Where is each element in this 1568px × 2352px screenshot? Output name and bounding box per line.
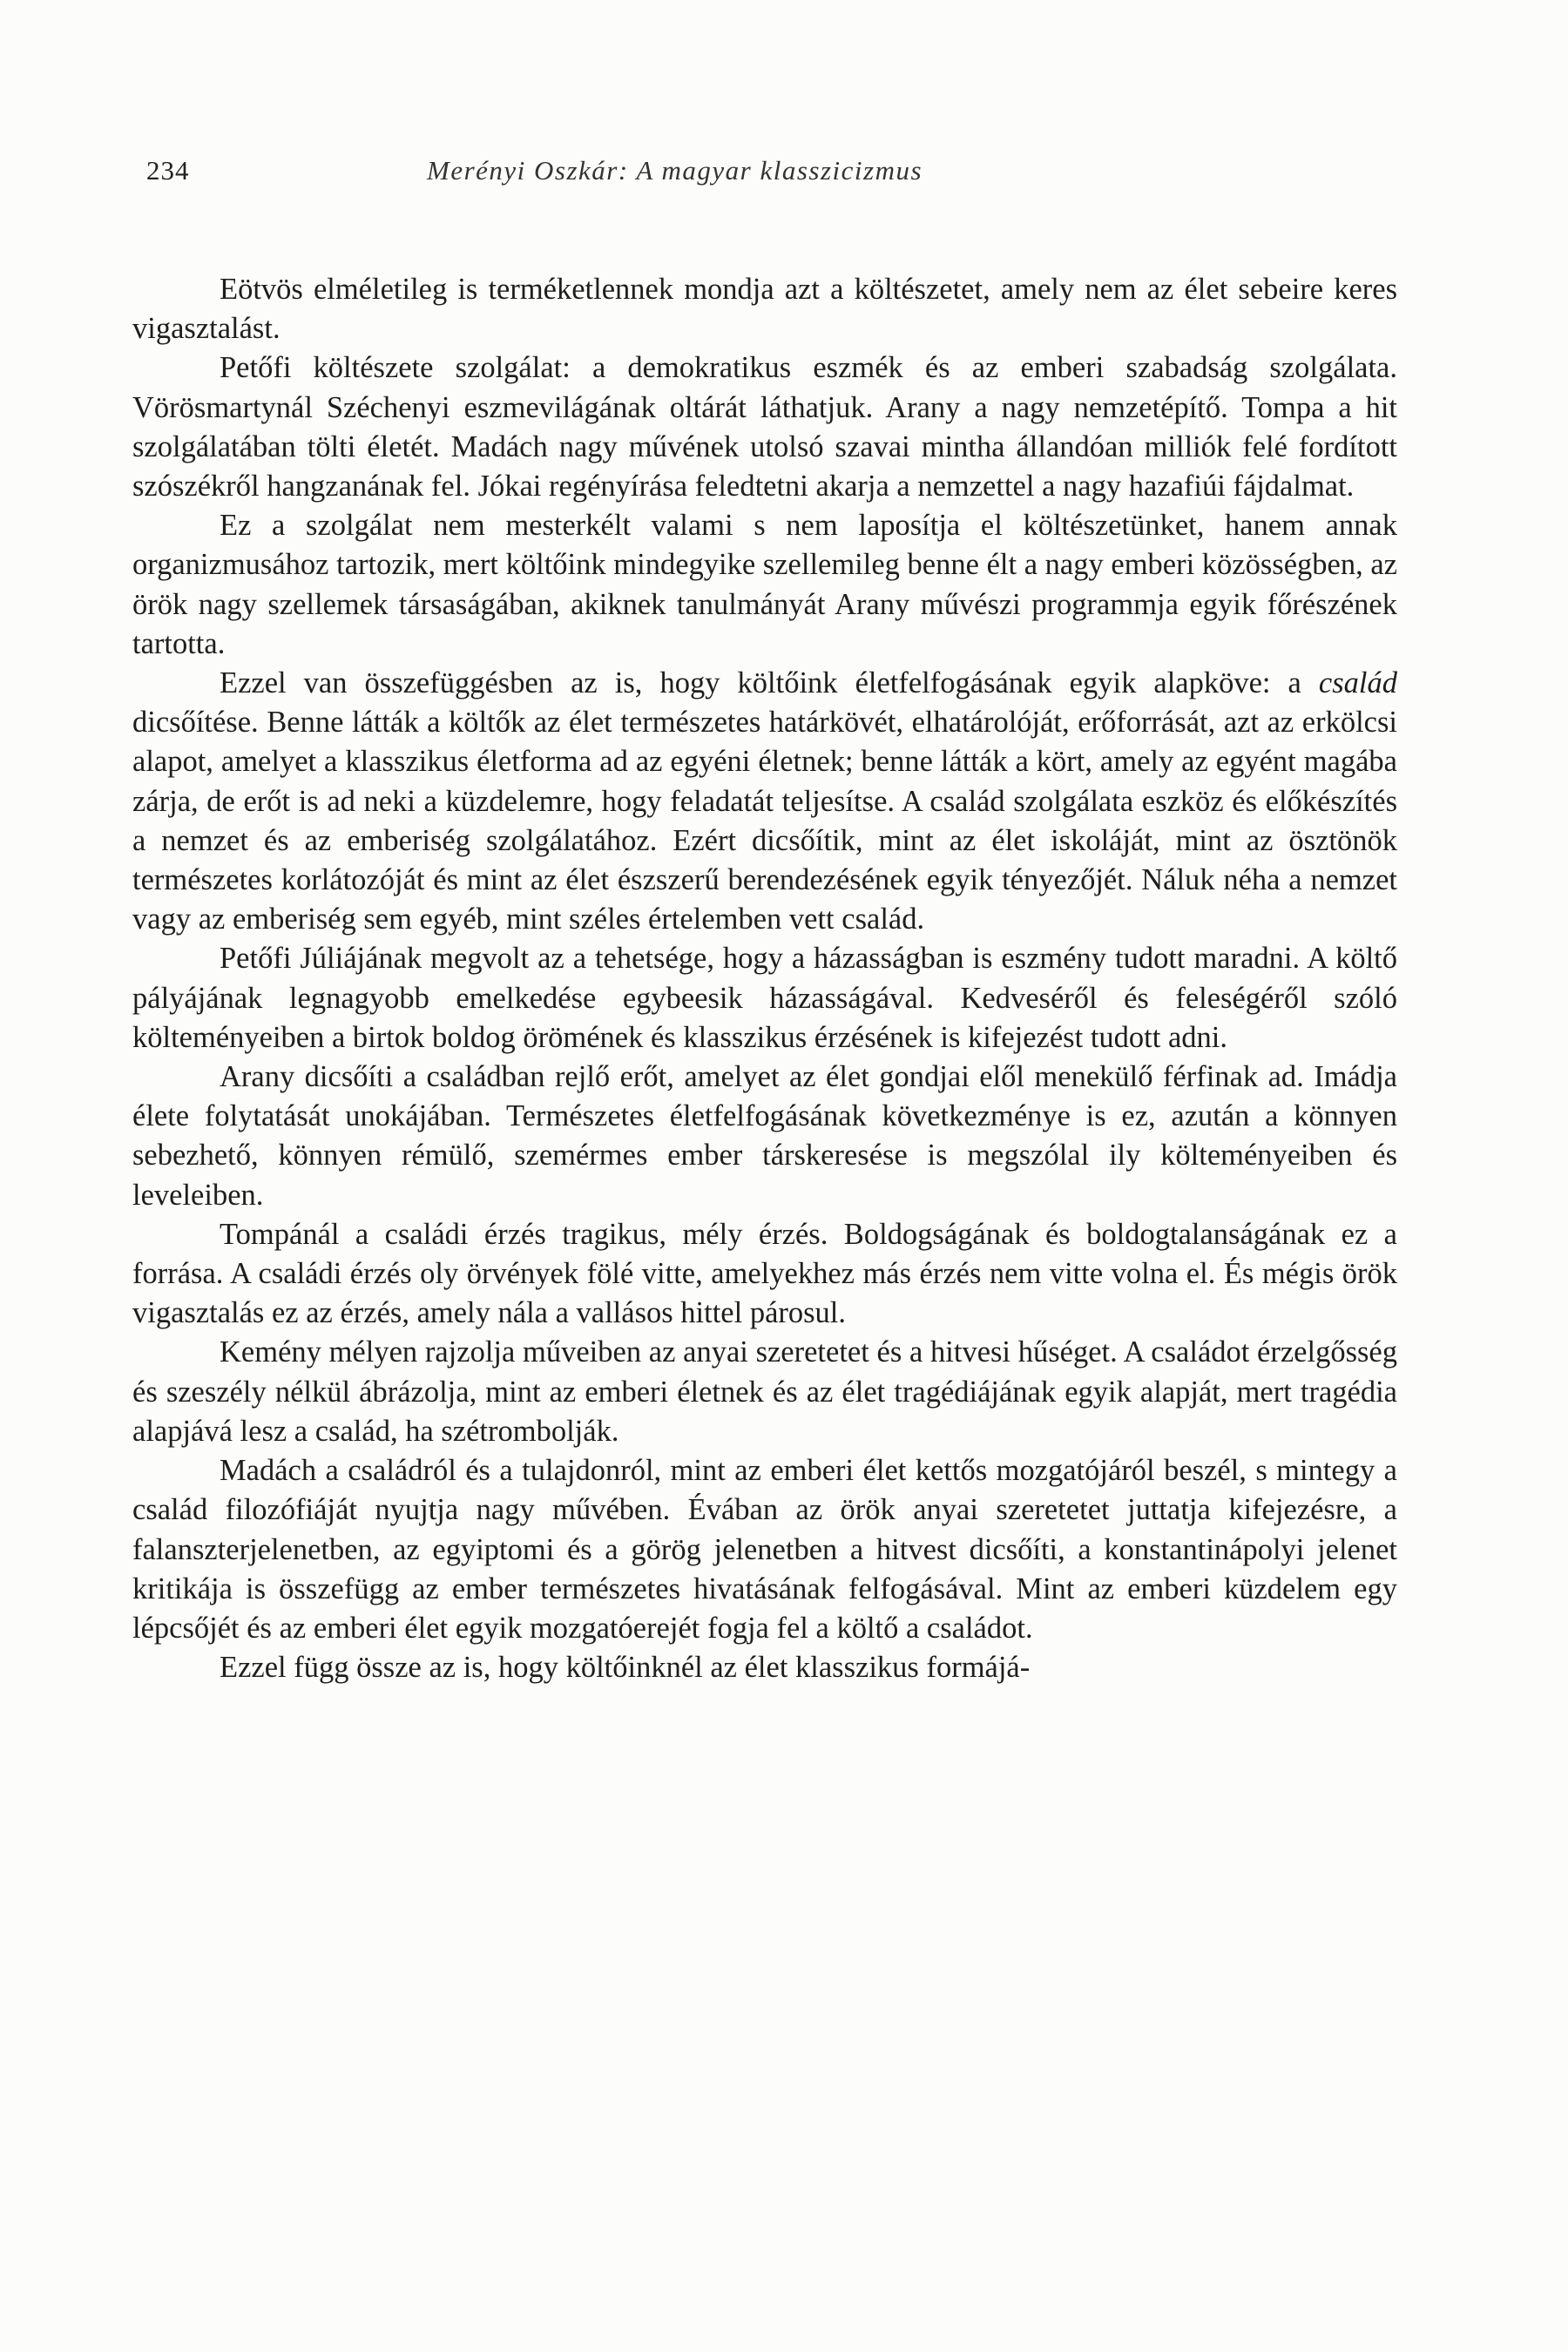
paragraph: Ez a szolgálat nem mesterkélt valami s nem laposítja el költészetünket, hanem annak organizmusához tartozik, mert költőink mindegyike szellemileg benne élt a nagy emberi közösségben, az örök nagy szellemek társaságában, akiknek tanulmányát Arany művészi programmja egyik főrészének tartotta. — [132, 509, 1397, 660]
paragraph: Petőfi Júliájának megvolt az a tehetsége, hogy a házasságban is eszmény tudott maradni. A költő pályájának legnagyobb emelkedése egybeesik házasságával. Kedveséről és feleségéről szóló költeményeiben a birtok boldog örömének és klasszikus érzésének is kifejezést tudott adni. — [132, 942, 1397, 1054]
body-text — [132, 270, 1397, 1687]
paragraph-with-emphasis — [132, 664, 1397, 939]
paragraph: Tompánál a családi érzés tragikus, mély érzés. Boldogságának és boldogtalanságának ez a forrása. A családi érzés oly örvények fölé vitte, amelyekhez más érzés nem vitte volna el. És mégis örök vigasztalás ez az érzés, amely nála a vallásos hittel párosul. — [132, 1217, 1397, 1330]
paragraph-text-before: Ezzel van összefüggésben az is, hogy költőink életfelfogásának egyik alapköve: a — [220, 666, 1319, 700]
running-title: Merényi Oszkár: A magyar klasszicizmus — [427, 155, 923, 186]
page-number: 234 — [146, 155, 190, 186]
page-header — [0, 155, 1568, 199]
paragraph-text-after: dicsőítése. Benne látták a költők az élet természetes határkövét, elhatárolóját, erőforrását, azt az erkölcsi alapot, amelyet a klasszikus életforma ad az egyéni életnek; benne látták a kört, amely az egyént magába zárja, de erőt is ad neki a küzdelemre, hogy feladatát teljesítse. A család szolgálata eszköz és előkészítés a nemzet és az emberiség szolgálatához. Ezért dicsőítik, mint az élet iskoláját, mint az ösztönök természetes korlátozóját és mint az élet észszerű berendezésének egyik tényezőjét. Náluk néha a nemzet vagy az emberiség sem egyéb, mint széles értelemben vett család. — [132, 706, 1397, 936]
paragraph: Kemény mélyen rajzolja műveiben az anyai szeretetet és a hitvesi hűséget. A családot érzelgősség és szeszély nélkül ábrázolja, mint az emberi életnek és az élet tragédiájának egyik alapját, mert tragédia alapjává lesz a család, ha szétrombolják. — [132, 1335, 1397, 1448]
paragraph: Madách a családról és a tulajdonról, mint az emberi élet kettős mozgatójáról beszél, s mintegy a család filozófiáját nyujtja nagy művében. Évában az örök anyai szeretetet juttatja kifejezésre, a falanszterjelenetben, az egyiptomi és a görög jelenetben a hitvest dicsőíti, a konstantinápolyi jelenet kritikája is összefügg az ember természetes hivatásának felfogásával. Mint az emberi küzdelem egy lépcsőjét és az emberi élet egyik mozgatóerejét fogja fel a költő a családot. — [132, 1454, 1397, 1645]
emphasized-word: család — [1318, 666, 1397, 700]
paragraph: Arany dicsőíti a családban rejlő erőt, amelyet az élet gondjai elől menekülő férfinak ad. Imádja élete folytatását unokájában. Természetes életfelfogásának következménye is ez, azután a könnyen sebezhető, könnyen rémülő, szemérmes ember társkeresése is megszólal ily költeményeiben és leveleiben. — [132, 1060, 1397, 1212]
paragraph: Petőfi költészete szolgálat: a demokratikus eszmék és az emberi szabadság szolgálata. Vörösmartynál Széchenyi eszmevilágának oltárát láthatjuk. Arany a nagy nemzetépítő. Tompa a hit szolgálatában tölti életét. Madách nagy művének utolsó szavai mintha állandóan milliók felé fordított szószékről hangzanának fel. Jókai regényírása feledtetni akarja a nemzettel a nagy hazafiúi fájdalmat. — [132, 351, 1397, 504]
paragraph: Ezzel függ össze az is, hogy költőinknél az élet klasszikus formájá- — [220, 1651, 1031, 1685]
paragraph: Eötvös elméletileg is terméketlennek mondja azt a költészetet, amely nem az élet sebeire keres vigasztalást. — [132, 273, 1397, 346]
